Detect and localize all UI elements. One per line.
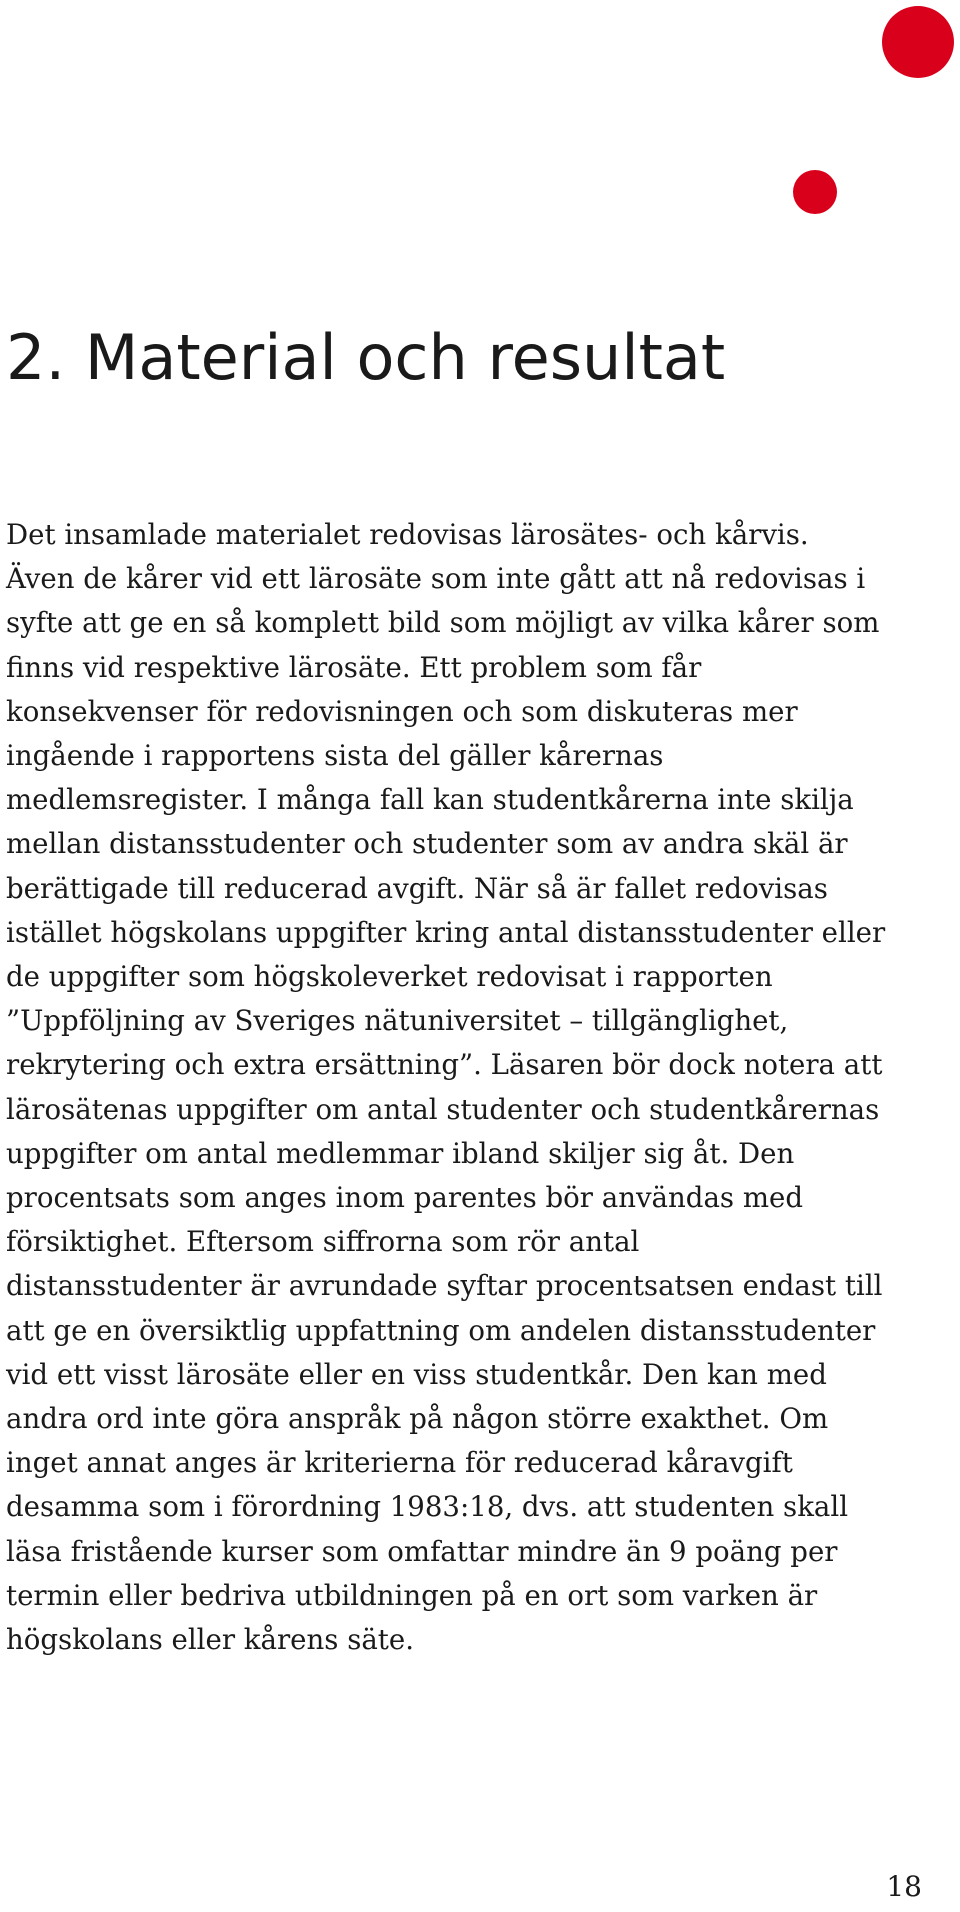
body-paragraph	[6, 513, 941, 1662]
decorative-red-dot-small	[793, 170, 837, 214]
text-line: läsa fristående kurser som omfattar mindre än 9 poäng per	[6, 1534, 838, 1568]
text-line: lärosätenas uppgifter om antal studenter och studentkårernas	[6, 1092, 880, 1126]
text-line: att ge en översiktlig uppfattning om andelen distansstudenter	[6, 1313, 876, 1347]
text-line: vid ett visst lärosäte eller en viss studentkår. Den kan med	[6, 1357, 827, 1391]
text-line: procentsats som anges inom parentes bör användas med	[6, 1181, 803, 1215]
text-line: ingående i rapportens sista del gäller kårernas	[6, 739, 664, 773]
text-line: Det insamlade materialet redovisas lärosätes- och kårvis.	[6, 518, 809, 551]
text-line: mellan distansstudenter och studenter som av andra skäl är	[6, 827, 848, 861]
text-line: försiktighet. Eftersom siffrorna som rör antal	[6, 1225, 640, 1259]
text-line: syfte att ge en så komplett bild som möjligt av vilka kårer som	[6, 606, 880, 640]
text-line: medlemsregister. I många fall kan studentkårerna inte skilja	[6, 783, 854, 817]
decorative-red-dot-large	[882, 6, 954, 78]
text-line: termin eller bedriva utbildningen på en ort som varken är	[6, 1578, 818, 1612]
page-number: 18	[886, 1870, 922, 1903]
text-line: inget annat anges är kriterierna för reducerad kåravgift	[6, 1446, 793, 1480]
page-title: 2. Material och resultat	[6, 321, 726, 394]
text-line: rekrytering och extra ersättning”. Läsaren bör dock notera att	[6, 1048, 883, 1082]
text-line: ”Uppföljning av Sveriges nätuniversitet – tillgänglighet,	[6, 1004, 789, 1038]
text-line: istället högskolans uppgifter kring antal distansstudenter eller	[6, 915, 886, 949]
text-line: distansstudenter är avrundade syftar procentsatsen endast till	[6, 1269, 883, 1303]
text-line: högskolans eller kårens säte.	[6, 1623, 414, 1657]
text-line: de uppgifter som högskoleverket redovisat i rapporten	[6, 960, 773, 994]
text-line: andra ord inte göra anspråk på någon större exakthet. Om	[6, 1402, 829, 1436]
text-line: berättigade till reducerad avgift. När så är fallet redovisas	[6, 871, 828, 905]
text-line: finns vid respektive lärosäte. Ett problem som får	[6, 650, 702, 684]
text-line: Även de kårer vid ett lärosäte som inte gått att nå redovisas i	[6, 562, 866, 596]
text-line: konsekvenser för redovisningen och som diskuteras mer	[6, 694, 798, 728]
text-line: desamma som i förordning 1983:18, dvs. att studenten skall	[6, 1490, 849, 1524]
text-line: uppgifter om antal medlemmar ibland skiljer sig åt. Den	[6, 1136, 795, 1170]
